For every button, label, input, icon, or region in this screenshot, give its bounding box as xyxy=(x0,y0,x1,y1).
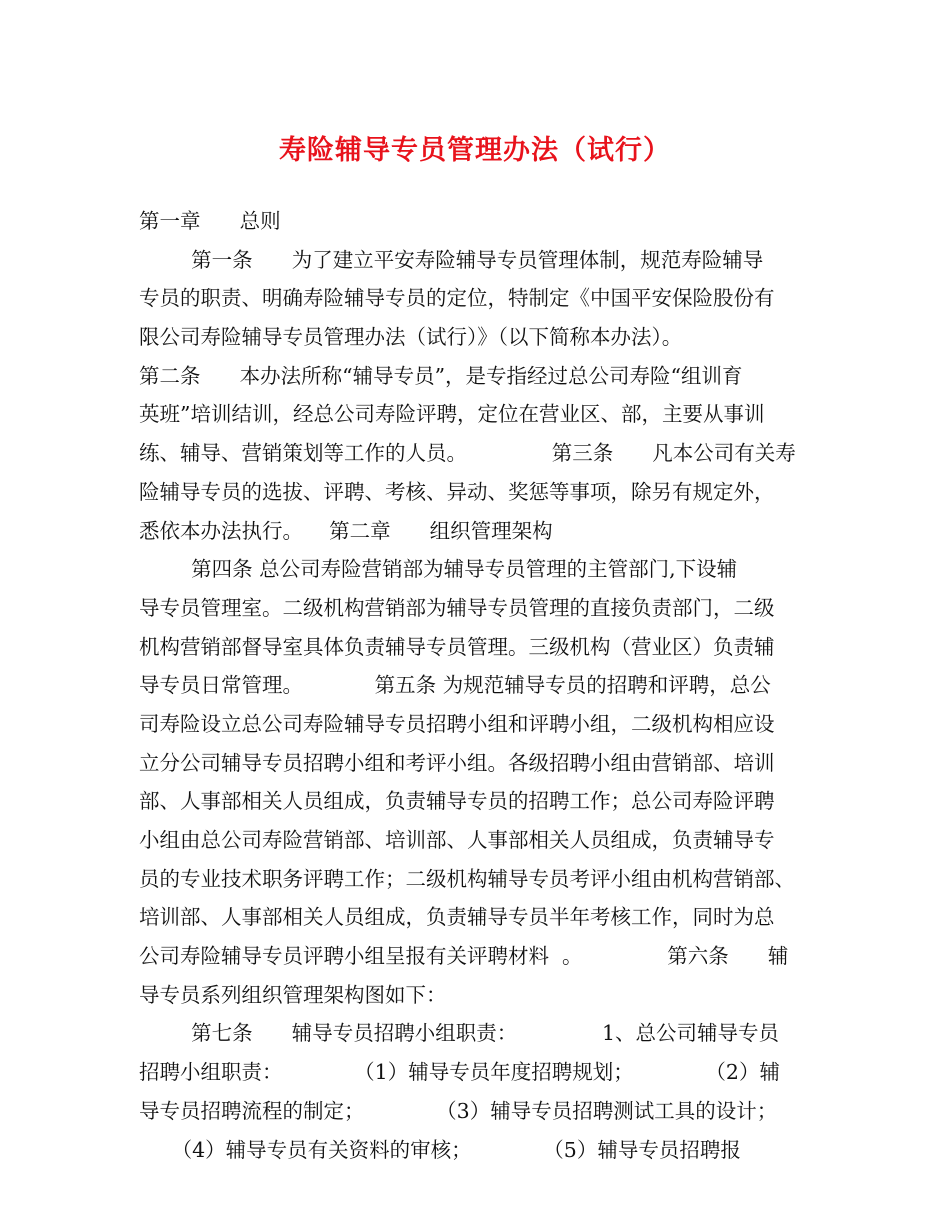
body-line: 部、人事部相关人员组成，负责辅导专员的招聘工作；总公司寿险评聘 xyxy=(139,789,775,814)
body-line: 练、辅导、营销策划等工作的人员。 第三条 凡本公司有关寿 xyxy=(139,441,796,466)
body-line: 限公司寿险辅导专员管理办法（试行）》（以下简称本办法）。 xyxy=(139,325,683,350)
body-line: 悉依本办法执行。 第二章 组织管理架构 xyxy=(139,518,553,543)
body-line: 专员的职责、明确寿险辅导专员的定位，特制定《中国平安保险股份有 xyxy=(139,286,775,311)
body-line: 导专员系列组织管理架构图如下： xyxy=(139,982,447,1007)
body-line: 立分公司辅导专员招聘小组和考评小组。各级招聘小组由营销部、培训 xyxy=(139,750,775,775)
body-line: 导专员日常管理。 第五条 为规范辅导专员的招聘和评聘，总公 xyxy=(139,673,771,698)
body-line: 导专员管理室。二级机构营销部为辅导专员管理的直接负责部门，二级 xyxy=(139,595,775,620)
body-line: 招聘小组职责： （1）辅导专员年度招聘规划； （2）辅 xyxy=(139,1060,780,1085)
body-line: 公司寿险辅导专员评聘小组呈报有关评聘材料 。 第六条 辅 xyxy=(139,944,789,969)
body-line: （4）辅导专员有关资料的审核； （5）辅导专员招聘报 xyxy=(139,1137,741,1162)
body-line: 第七条 辅导专员招聘小组职责： 1、总公司辅导专员 xyxy=(139,1021,779,1046)
body-line: 导专员招聘流程的制定； （3）辅导专员招聘测试工具的设计； xyxy=(139,1098,778,1123)
body-line: 小组由总公司寿险营销部、培训部、人事部相关人员组成，负责辅导专 xyxy=(139,828,775,852)
body-line: 险辅导专员的选拔、评聘、考核、异动、奖惩等事项，除另有规定外， xyxy=(139,479,775,504)
body-line: 培训部、人事部相关人员组成，负责辅导专员半年考核工作，同时为总 xyxy=(139,905,775,930)
body-line: 第四条 总公司寿险营销部为辅导专员管理的主管部门,下设辅 xyxy=(139,557,738,582)
body-line: 机构营销部督导室具体负责辅导专员管理。三级机构（营业区）负责辅 xyxy=(139,634,775,659)
body-line: 员的专业技术职务评聘工作；二级机构辅导专员考评小组由机构营销部、 xyxy=(139,866,795,891)
body-line: 第一章 总则 xyxy=(139,209,281,233)
document-title: 寿险辅导专员管理办法（试行） xyxy=(279,135,671,166)
body-line: 第一条 为了建立平安寿险辅导专员管理体制，规范寿险辅导 xyxy=(139,247,764,272)
body-line: 英班”培训结训，经总公司寿险评聘，定位在营业区、部，主要从事训 xyxy=(139,402,765,427)
body-line: 司寿险设立总公司寿险辅导专员招聘小组和评聘小组，二级机构相应设 xyxy=(139,711,775,736)
document-body xyxy=(139,202,815,1169)
body-line: 第二条 本办法所称“辅导专员”，是专指经过总公司寿险“组训育 xyxy=(139,363,743,388)
